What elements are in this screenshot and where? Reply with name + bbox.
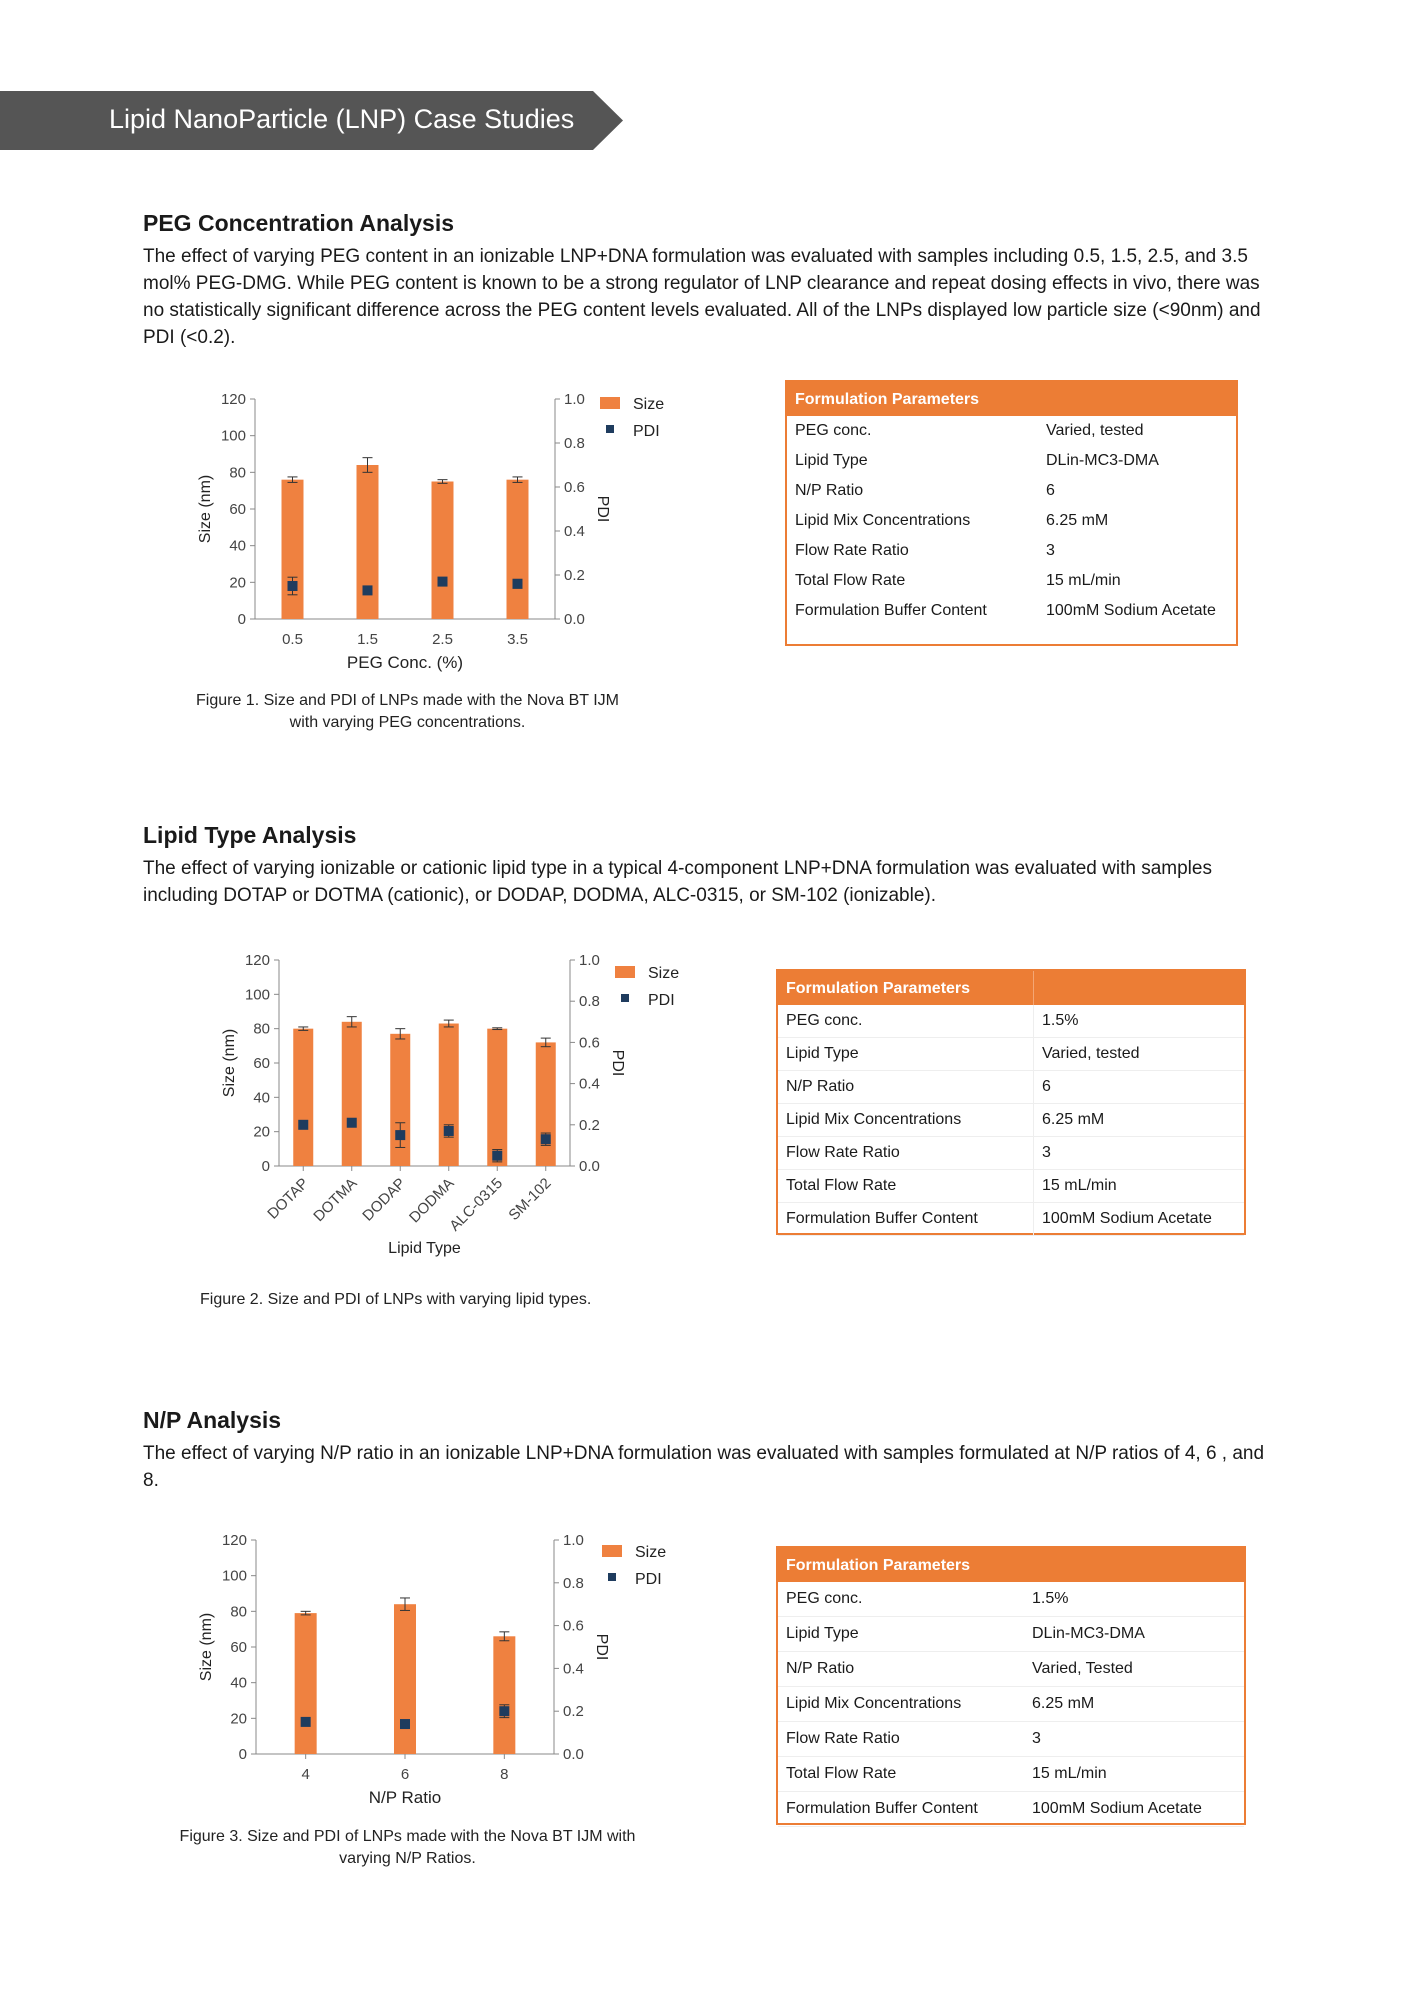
y2-axis-title: PDI	[594, 495, 611, 523]
size-bar	[357, 465, 379, 619]
y-tick-label: 0	[261, 1158, 270, 1175]
chart-lipid-type	[200, 945, 700, 1270]
y-tick-label: 120	[221, 1532, 247, 1549]
parameter-value: 3	[1046, 542, 1055, 559]
y-tick-label: 60	[253, 1055, 270, 1072]
y-axis-title: Size (nm)	[198, 1612, 215, 1682]
column-divider	[1033, 1203, 1034, 1236]
parameter-label: PEG conc.	[786, 1590, 863, 1607]
formulation-parameters-table	[776, 1546, 1246, 1825]
section-heading: N/P Analysis	[143, 1407, 282, 1433]
parameter-value: Varied, tested	[1042, 1045, 1140, 1062]
parameter-label: Lipid Type	[786, 1045, 859, 1062]
figure-caption: Figure 1. Size and PDI of LNPs made with the Nova BT IJM with varying PEG concentrations.	[196, 692, 619, 731]
column-divider	[1033, 1170, 1034, 1203]
pdi-marker	[347, 1118, 357, 1128]
figure-caption: Figure 2. Size and PDI of LNPs with varying lipid types.	[200, 1291, 592, 1308]
pdi-marker	[492, 1151, 502, 1161]
legend-pdi-label: PDI	[648, 992, 675, 1009]
lipid-type-section	[143, 822, 1275, 909]
chart-peg-concentration	[180, 385, 700, 680]
x-axis-title: PEG Conc. (%)	[346, 653, 464, 672]
table-row	[778, 1582, 1244, 1617]
x-tick-label: SM-102	[505, 1174, 555, 1224]
y2-tick-label: 1.0	[563, 1532, 584, 1549]
section-body: The effect of varying ionizable or cationic lipid type in a typical 4-component LNP+DNA formulation was evaluated with samples including DOTAP or DOTMA (cationic), or DODAP, DODMA, ALC-0315, or SM-102 (ionizable).	[143, 858, 1212, 906]
pdi-marker	[541, 1134, 551, 1144]
pdi-marker	[499, 1706, 509, 1716]
table-row	[778, 1203, 1244, 1236]
banner-title: Lipid NanoParticle (LNP) Case Studies	[109, 104, 575, 134]
legend-size-swatch	[615, 966, 635, 978]
parameter-value: 6	[1046, 482, 1055, 499]
parameter-label: Formulation Buffer Content	[786, 1800, 978, 1817]
parameter-label: Lipid Type	[795, 452, 868, 469]
size-bar	[487, 1029, 507, 1166]
y-tick-label: 120	[220, 391, 246, 408]
figure-caption: Figure 3. Size and PDI of LNPs made with the Nova BT IJM with varying N/P Ratios.	[179, 1828, 636, 1867]
np-ratio-section	[143, 1407, 1275, 1494]
y2-tick-label: 1.0	[564, 391, 585, 408]
size-bar	[394, 1604, 416, 1754]
parameter-label: Formulation Buffer Content	[795, 602, 987, 619]
parameter-label: Flow Rate Ratio	[786, 1144, 900, 1161]
table-row	[778, 1071, 1244, 1104]
column-divider	[1033, 1071, 1034, 1104]
parameter-value: 15 mL/min	[1046, 572, 1121, 589]
table-row	[787, 476, 1236, 506]
y2-tick-label: 0.0	[563, 1746, 584, 1763]
legend-size-swatch	[600, 397, 620, 409]
table-row	[787, 536, 1236, 566]
table-row	[787, 566, 1236, 596]
table-row	[778, 1792, 1244, 1827]
parameter-label: N/P Ratio	[786, 1660, 855, 1677]
x-tick-label: 2.5	[432, 631, 453, 648]
size-bar	[295, 1613, 317, 1754]
y-tick-label: 80	[230, 1603, 247, 1621]
x-tick-label: 4	[301, 1766, 310, 1783]
y-tick-label: 60	[230, 1639, 247, 1656]
parameter-value: DLin-MC3-DMA	[1032, 1625, 1145, 1642]
chart-np-ratio	[180, 1525, 700, 1820]
parameter-value: 100mM Sodium Acetate	[1046, 602, 1216, 619]
column-divider	[1033, 1104, 1034, 1137]
pdi-marker	[438, 577, 448, 587]
size-bar	[493, 1636, 515, 1754]
table-row	[778, 1617, 1244, 1652]
parameter-value: Varied, Tested	[1032, 1660, 1133, 1677]
parameter-label: N/P Ratio	[795, 482, 864, 499]
y-tick-label: 0	[238, 1746, 247, 1763]
pdi-marker	[363, 585, 373, 595]
y2-tick-label: 0.4	[564, 523, 585, 540]
legend-size-label: Size	[635, 1544, 667, 1561]
y-tick-label: 20	[229, 574, 246, 592]
formulation-parameters-table	[785, 380, 1238, 646]
legend-pdi-marker	[608, 1573, 616, 1581]
y2-tick-label: 0.6	[579, 1034, 600, 1052]
legend-size-label: Size	[633, 396, 665, 413]
y-tick-label: 0	[237, 611, 246, 628]
legend-pdi-marker	[621, 994, 629, 1002]
y-tick-label: 120	[244, 952, 270, 969]
table-row	[778, 1687, 1244, 1722]
y-tick-label: 60	[229, 501, 246, 518]
parameter-label: Lipid Mix Concentrations	[786, 1695, 962, 1712]
table-header: Formulation Parameters	[778, 1548, 1244, 1582]
size-bar	[432, 482, 454, 620]
parameter-value: 6.25 mM	[1032, 1695, 1095, 1712]
parameter-label: Lipid Mix Concentrations	[795, 512, 971, 529]
parameter-label: Flow Rate Ratio	[786, 1730, 900, 1747]
y-tick-label: 40	[230, 1674, 247, 1692]
y-tick-label: 80	[229, 464, 246, 482]
y-tick-label: 40	[253, 1089, 270, 1107]
table-row	[787, 416, 1236, 446]
size-bar	[439, 1024, 459, 1166]
y2-tick-label: 0.8	[579, 993, 600, 1011]
table-header: Formulation Parameters	[778, 971, 1244, 1005]
parameter-value: 6.25 mM	[1046, 512, 1109, 529]
y2-tick-label: 0.0	[564, 611, 585, 628]
parameter-value: 6	[1042, 1078, 1051, 1095]
y-tick-label: 80	[253, 1020, 270, 1038]
table-header: Formulation Parameters	[787, 382, 1236, 416]
table-row	[778, 1170, 1244, 1203]
parameter-value: 6.25 mM	[1042, 1111, 1105, 1128]
x-tick-label: 3.5	[507, 631, 528, 648]
parameter-value: 15 mL/min	[1042, 1177, 1117, 1194]
x-tick-label: DOTMA	[310, 1174, 361, 1226]
table-row	[787, 446, 1236, 476]
parameter-value: 3	[1032, 1730, 1041, 1747]
y2-tick-label: 0.2	[564, 567, 585, 584]
parameter-value: 1.5%	[1042, 1012, 1079, 1029]
y-tick-label: 20	[253, 1123, 270, 1141]
legend-size-label: Size	[648, 965, 680, 982]
section-banner	[0, 91, 623, 150]
legend-pdi-label: PDI	[633, 423, 660, 440]
section-heading: Lipid Type Analysis	[143, 822, 357, 848]
y-tick-label: 100	[221, 1567, 247, 1585]
x-axis-title: Lipid Type	[388, 1240, 461, 1257]
parameter-value: 15 mL/min	[1032, 1765, 1107, 1782]
parameter-label: Total Flow Rate	[786, 1765, 897, 1782]
y-tick-label: 100	[220, 427, 246, 445]
y2-tick-label: 0.6	[564, 479, 585, 496]
y-tick-label: 100	[244, 986, 270, 1004]
table-row	[778, 1104, 1244, 1137]
parameter-value: 100mM Sodium Acetate	[1032, 1800, 1202, 1817]
column-divider	[1033, 1137, 1034, 1170]
pdi-marker	[513, 579, 523, 589]
y-axis-title: Size (nm)	[197, 474, 214, 544]
table-row	[787, 596, 1236, 626]
y2-tick-label: 0.8	[564, 435, 585, 452]
y2-tick-label: 0.4	[579, 1075, 600, 1093]
y-tick-label: 40	[229, 537, 246, 555]
x-tick-label: 1.5	[357, 631, 378, 648]
section-body: The effect of varying PEG content in an ionizable LNP+DNA formulation was evaluated with samples including 0.5, 1.5, 2.5, and 3.5 mol% PEG-DMG. While PEG content is known to be a strong regulator of LNP clearance and repeat dosing effects in vivo, there was no statistically significant difference across the PEG content levels evaluated. All of the LNPs displayed low particle size (<90nm) and PDI (<0.2).	[143, 246, 1261, 348]
y2-tick-label: 0.8	[563, 1574, 584, 1592]
y2-tick-label: 0.4	[563, 1660, 584, 1678]
parameter-label: Lipid Mix Concentrations	[786, 1111, 962, 1128]
header-divider	[1033, 971, 1034, 1005]
parameter-value: 1.5%	[1032, 1590, 1069, 1607]
pdi-marker	[288, 581, 298, 591]
legend-pdi-marker	[606, 425, 614, 433]
parameter-value: 3	[1042, 1144, 1051, 1161]
column-divider	[1033, 1038, 1034, 1071]
size-bar	[282, 480, 304, 619]
y2-axis-title: PDI	[609, 1049, 626, 1077]
formulation-parameters-table	[776, 969, 1246, 1235]
x-tick-label: 0.5	[282, 631, 303, 648]
pdi-marker	[301, 1717, 311, 1727]
table-row	[778, 1722, 1244, 1757]
size-bar	[536, 1042, 556, 1166]
pdi-marker	[395, 1130, 405, 1140]
size-bar	[507, 480, 529, 619]
parameter-label: Lipid Type	[786, 1625, 859, 1642]
section-body: The effect of varying N/P ratio in an ionizable LNP+DNA formulation was evaluated with samples formulated at N/P ratios of 4, 6 , and 8.	[143, 1443, 1265, 1491]
table-row	[778, 1005, 1244, 1038]
parameter-value: Varied, tested	[1046, 422, 1144, 439]
size-bar	[293, 1029, 313, 1166]
x-tick-label: DODMA	[406, 1174, 458, 1227]
pdi-marker	[400, 1719, 410, 1729]
column-divider	[1033, 1005, 1034, 1038]
y2-tick-label: 1.0	[579, 952, 600, 969]
peg-concentration-section	[143, 210, 1275, 351]
x-tick-label: 6	[400, 1766, 410, 1783]
size-bar	[342, 1022, 362, 1166]
pdi-marker	[298, 1120, 308, 1130]
legend-size-swatch	[602, 1545, 622, 1557]
table-row	[778, 1137, 1244, 1170]
y2-tick-label: 0.2	[579, 1116, 600, 1134]
table-row	[778, 1757, 1244, 1792]
pdi-marker	[444, 1126, 454, 1136]
parameter-label: Total Flow Rate	[786, 1177, 897, 1194]
parameter-value: 100mM Sodium Acetate	[1042, 1210, 1212, 1227]
y2-tick-label: 0.6	[563, 1617, 584, 1635]
y2-tick-label: 0.2	[563, 1703, 584, 1721]
parameter-label: Total Flow Rate	[795, 572, 906, 589]
table-row	[787, 506, 1236, 536]
x-tick-label: 8	[500, 1766, 509, 1783]
legend-pdi-label: PDI	[635, 1571, 662, 1588]
parameter-label: PEG conc.	[786, 1012, 863, 1029]
x-tick-label: DOTAP	[264, 1174, 313, 1223]
parameter-label: N/P Ratio	[786, 1078, 855, 1095]
x-axis-title: N/P Ratio	[368, 1788, 442, 1807]
section-heading: PEG Concentration Analysis	[143, 210, 454, 236]
parameter-value: DLin-MC3-DMA	[1046, 452, 1159, 469]
parameter-label: Formulation Buffer Content	[786, 1210, 978, 1227]
y-tick-label: 20	[230, 1710, 247, 1728]
x-tick-label: ALC-0315	[446, 1174, 507, 1235]
x-tick-label: DODAP	[359, 1174, 410, 1225]
y2-tick-label: 0.0	[579, 1158, 600, 1175]
y-axis-title: Size (nm)	[221, 1028, 238, 1098]
parameter-label: Flow Rate Ratio	[795, 542, 909, 559]
y2-axis-title: PDI	[593, 1633, 610, 1661]
table-row	[778, 1652, 1244, 1687]
parameter-label: PEG conc.	[795, 422, 872, 439]
table-row	[778, 1038, 1244, 1071]
